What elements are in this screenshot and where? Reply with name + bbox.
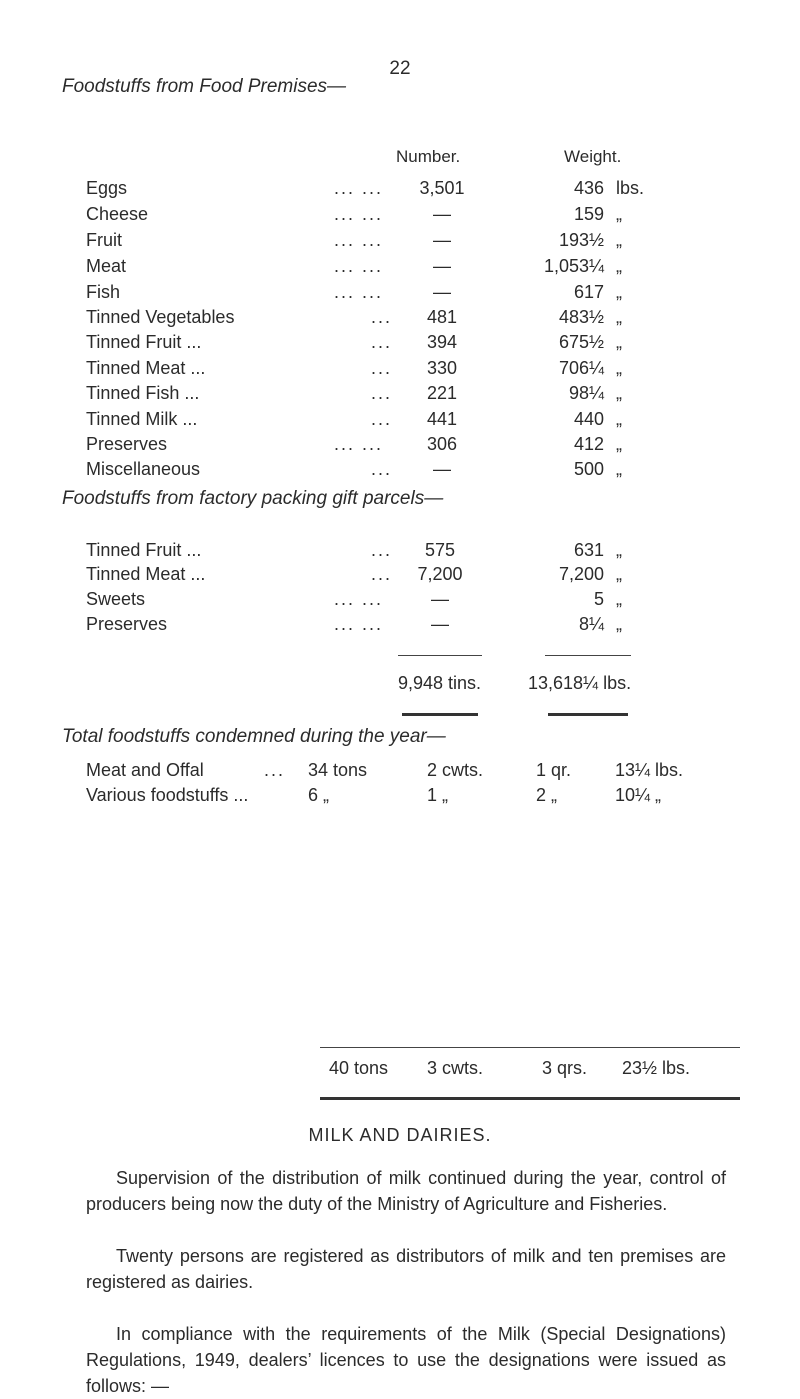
row-tons: 6 „ bbox=[308, 785, 330, 805]
row-leader-dots: ... ... bbox=[334, 282, 384, 302]
row-number: — bbox=[433, 282, 451, 302]
row-leader-dots: ... ... bbox=[334, 589, 384, 609]
paragraph-licences bbox=[86, 1321, 726, 1399]
row-unit: „ bbox=[616, 332, 622, 352]
row-number: 330 bbox=[426, 358, 458, 378]
row-number: — bbox=[433, 459, 451, 479]
row-item-label: Preserves bbox=[86, 434, 168, 454]
row-leader-dots: ... bbox=[371, 409, 393, 429]
row-unit: „ bbox=[616, 282, 622, 302]
row-weight: 98¼ bbox=[568, 383, 604, 403]
row-unit: „ bbox=[616, 204, 622, 224]
row-item-label: Meat bbox=[86, 256, 127, 276]
row-number: — bbox=[433, 230, 451, 250]
row-number: 394 bbox=[426, 332, 458, 352]
row-item-label: Sweets bbox=[86, 589, 146, 609]
row-number: — bbox=[433, 256, 451, 276]
total-cwts: 3 cwts. bbox=[427, 1058, 484, 1078]
row-leader-dots: ... bbox=[371, 307, 393, 327]
row-leader-dots: ... ... bbox=[334, 614, 384, 634]
row-tons: 34 tons bbox=[308, 760, 368, 780]
row-weight: 436 bbox=[573, 178, 604, 198]
row-unit: „ bbox=[616, 383, 622, 403]
row-weight: 5 bbox=[593, 589, 604, 609]
row-lbs: 10¼ „ bbox=[615, 785, 662, 805]
row-weight: 1,053¼ bbox=[543, 256, 604, 276]
row-weight: 193½ bbox=[558, 230, 604, 250]
page-number: 22 bbox=[389, 58, 411, 79]
total-lbs: 23½ lbs. bbox=[622, 1058, 691, 1078]
row-leader-dots: ... bbox=[371, 332, 393, 352]
row-cwts: 1 „ bbox=[427, 785, 449, 805]
column-header-number: Number. bbox=[396, 147, 461, 166]
total-tons: 40 tons bbox=[329, 1058, 389, 1078]
section1-title: Foodstuffs from Food Premises— bbox=[62, 76, 347, 97]
row-weight: 483½ bbox=[558, 307, 604, 327]
row-unit: „ bbox=[616, 434, 622, 454]
row-item-label: Preserves bbox=[86, 614, 168, 634]
total-qrs: 3 qrs. bbox=[542, 1058, 588, 1078]
row-weight: 7,200 bbox=[558, 564, 604, 584]
total-underline-number bbox=[402, 713, 478, 716]
row-unit: lbs. bbox=[616, 178, 645, 198]
column-header-weight: Weight. bbox=[564, 147, 622, 166]
row-number: 306 bbox=[426, 434, 458, 454]
row-item-label: Various foodstuffs ... bbox=[86, 785, 249, 805]
row-qrs: 2 „ bbox=[536, 785, 558, 805]
row-leader-dots: ... bbox=[371, 383, 393, 403]
row-item-label: Tinned Milk ... bbox=[86, 409, 198, 429]
row-qrs: 1 qr. bbox=[536, 760, 572, 780]
row-weight: 631 bbox=[573, 540, 604, 560]
row-unit: „ bbox=[616, 589, 622, 609]
section2-title: Foodstuffs from factory packing gift parcels— bbox=[62, 488, 444, 509]
row-leader-dots: ... ... bbox=[334, 256, 384, 276]
row-item-label: Tinned Fruit ... bbox=[86, 540, 202, 560]
row-lbs: 13¼ lbs. bbox=[615, 760, 684, 780]
row-unit: „ bbox=[616, 256, 622, 276]
row-unit: „ bbox=[616, 614, 622, 634]
row-unit: „ bbox=[616, 409, 622, 429]
row-item-label: Fruit bbox=[86, 230, 122, 250]
row-weight: 617 bbox=[573, 282, 604, 302]
row-weight: 706¼ bbox=[558, 358, 604, 378]
row-cwts: 2 cwts. bbox=[427, 760, 484, 780]
row-weight: 412 bbox=[573, 434, 604, 454]
paragraph-registered bbox=[86, 1243, 726, 1295]
row-weight: 500 bbox=[573, 459, 604, 479]
row-number: 221 bbox=[426, 383, 458, 403]
row-item-label: Meat and Offal bbox=[86, 760, 204, 780]
row-unit: „ bbox=[616, 459, 622, 479]
row-weight: 159 bbox=[573, 204, 604, 224]
row-leader-dots: ... bbox=[264, 760, 286, 780]
paragraph-text: In compliance with the requirements of the Milk (Special Designations) Regulations, 1949, dealers’ licences to use the designations were issued as follows: — bbox=[86, 1324, 726, 1396]
condemned-total-underline bbox=[320, 1097, 740, 1100]
condemned-subtotal-rule bbox=[320, 1047, 740, 1048]
row-item-label: Tinned Vegetables bbox=[86, 307, 235, 327]
paragraph-text: Supervision of the distribution of milk continued during the year, control of producers being now the duty of the Ministry of Agriculture and Fisheries. bbox=[86, 1168, 726, 1214]
row-item-label: Tinned Meat ... bbox=[86, 358, 206, 378]
row-number: 575 bbox=[424, 540, 456, 560]
total-number: 9,948 tins. bbox=[398, 673, 482, 693]
row-weight: 675½ bbox=[558, 332, 604, 352]
row-leader-dots: ... bbox=[371, 564, 393, 584]
row-unit: „ bbox=[616, 230, 622, 250]
section3-title: Total foodstuffs condemned during the year— bbox=[62, 726, 446, 747]
row-item-label: Miscellaneous bbox=[86, 459, 201, 479]
row-unit: „ bbox=[616, 540, 622, 560]
row-unit: „ bbox=[616, 307, 622, 327]
row-number: — bbox=[431, 589, 449, 609]
row-leader-dots: ... bbox=[371, 358, 393, 378]
row-item-label: Tinned Fish ... bbox=[86, 383, 200, 403]
subtotal-rule-number bbox=[398, 655, 482, 656]
row-number: — bbox=[433, 204, 451, 224]
row-number: 481 bbox=[426, 307, 458, 327]
row-leader-dots: ... bbox=[371, 540, 393, 560]
row-item-label: Tinned Meat ... bbox=[86, 564, 206, 584]
row-leader-dots: ... ... bbox=[334, 434, 384, 454]
row-unit: „ bbox=[616, 358, 622, 378]
row-weight: 440 bbox=[573, 409, 604, 429]
milk-dairies-heading: MILK AND DAIRIES. bbox=[308, 1125, 492, 1145]
paragraph-supervision bbox=[86, 1165, 726, 1217]
paragraph-text: Twenty persons are registered as distributors of milk and ten premises are registered as dairies. bbox=[86, 1246, 726, 1292]
row-item-label: Fish bbox=[86, 282, 121, 302]
row-number: 7,200 bbox=[417, 564, 463, 584]
row-item-label: Cheese bbox=[86, 204, 149, 224]
row-item-label: Tinned Fruit ... bbox=[86, 332, 202, 352]
row-item-label: Eggs bbox=[86, 178, 128, 198]
row-weight: 8¼ bbox=[578, 614, 604, 634]
row-leader-dots: ... ... bbox=[334, 178, 384, 198]
row-number: 441 bbox=[426, 409, 458, 429]
row-leader-dots: ... ... bbox=[334, 204, 384, 224]
total-weight: 13,618¼ lbs. bbox=[528, 673, 632, 693]
row-number: 3,501 bbox=[419, 178, 465, 198]
subtotal-rule-weight bbox=[545, 655, 631, 656]
row-leader-dots: ... ... bbox=[334, 230, 384, 250]
row-unit: „ bbox=[616, 564, 622, 584]
row-leader-dots: ... bbox=[371, 459, 393, 479]
total-underline-weight bbox=[548, 713, 628, 716]
row-number: — bbox=[431, 614, 449, 634]
